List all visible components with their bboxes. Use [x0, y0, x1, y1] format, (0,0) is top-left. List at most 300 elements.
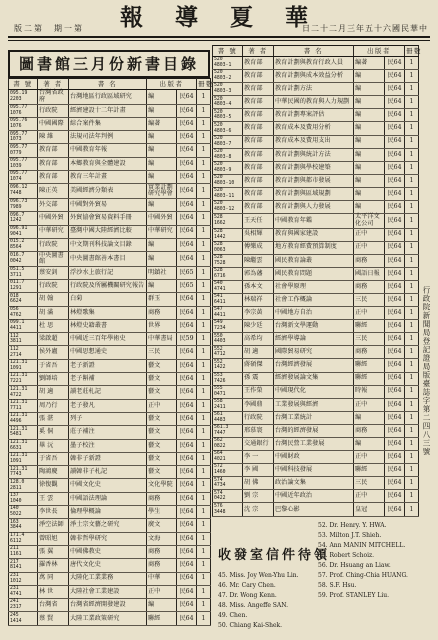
title-cell	[274, 57, 354, 70]
title-cell	[69, 585, 147, 598]
call-number-class: 231	[10, 586, 19, 592]
author-cell	[243, 477, 274, 490]
title-cell-text: 國際貿易研究	[275, 348, 313, 356]
publication-year-cell-text: 民64	[179, 240, 194, 248]
publication-year-cell	[177, 252, 197, 267]
volumes-cell-text: 1	[201, 534, 206, 542]
title-cell-text: 中國佛教史	[70, 547, 101, 555]
call-number-cell	[9, 359, 38, 372]
publisher-cell	[354, 398, 385, 411]
title-cell	[274, 307, 354, 320]
call-number-cell	[9, 439, 38, 452]
title-cell	[69, 171, 147, 184]
author-cell	[38, 144, 69, 157]
author-cell-text: 教育部	[39, 146, 58, 154]
call-number-cell	[9, 131, 38, 144]
call-number-cell	[213, 161, 243, 174]
author-cell	[38, 399, 69, 412]
call-number-class: 561	[214, 412, 223, 418]
title-cell-text: 淨土宗文藝之研究	[70, 521, 120, 529]
call-number-cell	[9, 90, 38, 105]
call-number-class: 558	[214, 398, 223, 404]
table-row	[213, 333, 419, 346]
call-number-class: 095.77	[10, 158, 28, 164]
call-number-class: 520	[214, 70, 223, 76]
author-cell-text: 教育部	[244, 124, 263, 132]
publication-year-cell	[177, 492, 197, 505]
call-number-cutter: 4411	[214, 313, 226, 319]
call-number-class: 095.77	[10, 171, 28, 177]
title-cell-text: 行政院及所屬機關研究報告	[70, 281, 145, 289]
author-cell-text: 教育部	[244, 176, 263, 184]
table-row	[213, 346, 419, 359]
call-number-cell	[9, 412, 38, 425]
publisher-cell	[147, 452, 177, 465]
title-cell	[69, 252, 147, 267]
title-cell	[69, 492, 147, 505]
publication-year-cell-text: 民64	[387, 348, 402, 356]
call-number-class: 095.77	[10, 131, 28, 137]
author-cell-text: 台灣省	[39, 601, 58, 609]
title-cell	[69, 386, 147, 399]
call-number-class: 211	[10, 546, 19, 552]
title-cell	[274, 464, 354, 477]
publication-year-cell-text: 民64	[387, 163, 402, 171]
title-cell	[69, 439, 147, 452]
author-cell-text: 教育部	[39, 159, 58, 167]
author-cell	[243, 228, 274, 241]
call-number-class: 574	[214, 490, 223, 496]
author-cell	[243, 411, 274, 424]
author-cell-text: 羅香林	[39, 561, 58, 569]
title-cell	[69, 599, 147, 612]
publisher-cell	[354, 135, 385, 148]
publication-year-cell	[177, 612, 197, 626]
publication-year-cell	[177, 280, 197, 293]
call-number-cutter: 3844	[10, 525, 22, 531]
volumes-cell	[405, 267, 419, 280]
call-number-class: 562	[214, 438, 223, 444]
publisher-cell-text: 編	[148, 159, 155, 167]
title-cell-text: 台灣省經濟開發建設	[70, 601, 126, 609]
publication-year-cell	[177, 359, 197, 372]
call-number-class: 096.7	[10, 212, 25, 218]
publication-year-cell	[385, 503, 405, 517]
call-number-class: 552	[214, 346, 223, 352]
title-cell	[274, 411, 354, 424]
publication-year-cell	[177, 399, 197, 412]
volumes-cell-text: 1	[201, 106, 206, 114]
author-cell-text: 蔡 賢	[39, 614, 54, 622]
table-row	[9, 399, 211, 412]
call-number-cutter: 4411	[10, 326, 22, 332]
publisher-cell	[354, 109, 385, 122]
publication-year-cell-text: 民64	[387, 505, 402, 513]
volumes-cell-text: 1	[201, 200, 206, 208]
publisher-cell-text: 編	[355, 176, 362, 184]
title-cell	[69, 157, 147, 170]
call-number-cutter: 7743	[10, 472, 22, 478]
call-number-cell	[213, 122, 243, 135]
publication-year-cell	[177, 572, 197, 585]
volumes-cell	[197, 333, 211, 346]
publication-year-cell-text: 民64	[387, 400, 402, 408]
author-cell-text: 沈 宗	[244, 505, 259, 513]
publication-year-cell-text: 民64	[179, 494, 194, 502]
publisher-cell	[147, 373, 177, 386]
volumes-cell	[197, 572, 211, 585]
call-number-class: 555	[214, 385, 223, 391]
publication-year-cell	[177, 506, 197, 519]
call-number-cutter: 2203	[10, 96, 22, 102]
publication-year-cell-text: 民64	[387, 492, 402, 500]
table-row	[213, 96, 419, 109]
publication-year-cell-text: 民64	[387, 150, 402, 158]
author-cell-text: 張 湛	[39, 414, 54, 422]
publication-year-cell	[385, 96, 405, 109]
call-number-class: 095.76	[10, 118, 28, 124]
title-cell-text: 台灣經濟發展	[275, 361, 313, 369]
publisher-cell-text: 編	[355, 137, 362, 145]
publication-year-cell-text: 民64	[179, 468, 194, 476]
title-cell	[69, 399, 147, 412]
publisher-cell	[147, 306, 177, 319]
call-number-cell	[9, 559, 38, 572]
author-cell	[243, 372, 274, 385]
table-row	[213, 148, 419, 161]
table-row	[213, 135, 419, 148]
volumes-cell	[197, 238, 211, 251]
volumes-cell-text: 1	[201, 587, 206, 595]
author-cell-text: 教育部	[244, 58, 263, 66]
publication-year-cell	[385, 307, 405, 320]
title-cell	[69, 559, 147, 572]
volumes-cell	[405, 464, 419, 477]
call-number-cutter: 4803-5	[214, 115, 232, 121]
title-cell	[69, 90, 147, 105]
table-row	[9, 612, 211, 626]
publication-year-cell-text: 民64	[179, 254, 194, 262]
title-cell-text: 巴黎心影	[275, 505, 300, 513]
publication-year-cell-text: 民64	[179, 388, 194, 396]
mail-recipient-item: 50. Chiang Kai-Shek.	[218, 622, 283, 629]
publisher-cell	[147, 90, 177, 105]
publication-year-cell-text: 民64	[387, 269, 402, 277]
author-cell-text: 林 世	[39, 587, 54, 595]
publisher-cell-text: 藝文	[148, 441, 161, 449]
title-cell	[69, 212, 147, 225]
call-number-class: 564	[214, 451, 223, 457]
title-cell	[69, 359, 147, 372]
volumes-cell	[405, 70, 419, 83]
volumes-cell-text: 1	[409, 413, 414, 421]
author-cell	[243, 293, 274, 306]
author-cell	[38, 293, 69, 306]
volumes-cell-text: 1	[201, 308, 206, 316]
publisher-cell-text: 編	[148, 146, 155, 154]
table-row	[213, 359, 419, 372]
author-cell-text: 教育部	[39, 173, 58, 180]
volumes-cell-text: 1	[409, 374, 414, 382]
volumes-cell-text: 1	[201, 254, 206, 262]
table-row	[213, 464, 419, 477]
volumes-cell-text: 1	[201, 146, 206, 154]
call-number-cell	[9, 585, 38, 598]
author-cell	[38, 252, 69, 267]
call-number-cell	[9, 280, 38, 293]
table-row	[9, 426, 211, 439]
publisher-cell-text: 三民	[355, 295, 368, 303]
volumes-cell	[405, 398, 419, 411]
publication-year-cell	[385, 333, 405, 346]
volumes-cell	[405, 187, 419, 200]
call-number-cell	[213, 333, 243, 346]
call-number-cell	[9, 144, 38, 157]
publisher-cell-text: 編	[148, 92, 155, 100]
volumes-cell-text: 1	[409, 387, 414, 395]
author-cell	[38, 479, 69, 492]
publisher-cell	[354, 293, 385, 306]
publisher-cell	[354, 83, 385, 96]
volumes-cell	[197, 426, 211, 439]
mail-recipient-item: 53. Milton J.T. Shieh.	[318, 532, 382, 539]
volumes-cell-text: 1	[409, 439, 414, 447]
publisher-cell-text: 編	[355, 111, 362, 119]
publisher-cell-text: 編著	[355, 58, 368, 66]
column-header-call-number: 書 號	[9, 79, 38, 90]
table-row	[213, 228, 419, 241]
publication-year-cell	[385, 161, 405, 174]
publication-year-cell-text: 民64	[387, 374, 402, 382]
table-row	[9, 492, 211, 505]
publication-year-cell-text: 民64	[179, 321, 194, 329]
author-cell-text: 于省吾	[39, 454, 58, 462]
title-cell	[274, 398, 354, 411]
author-cell	[38, 319, 69, 332]
volumes-cell	[197, 225, 211, 238]
author-cell	[243, 122, 274, 135]
call-number-class: 547	[214, 307, 223, 313]
publication-year-cell-text: 民64	[179, 547, 194, 555]
title-cell-text: 工業發展與經濟	[275, 400, 319, 408]
publisher-cell	[147, 412, 177, 425]
call-number-cutter: 7234	[214, 326, 226, 332]
volumes-cell	[197, 198, 211, 211]
publication-year-cell-text: 民64	[387, 282, 402, 290]
publication-year-cell-text: 民64	[387, 216, 402, 224]
publication-year-cell-text: 民64	[387, 295, 402, 303]
volumes-cell-text: 1	[201, 547, 206, 555]
volumes-cell	[405, 122, 419, 135]
author-cell-text: 侯外廬	[39, 348, 58, 356]
publication-year-cell	[177, 198, 197, 211]
title-cell-text: 莊子補注	[70, 428, 95, 436]
volumes-cell-text: 1	[409, 124, 414, 132]
volumes-cell	[405, 148, 419, 161]
author-cell	[38, 412, 69, 425]
author-cell-text: 奚 侗	[39, 428, 54, 436]
publication-year-cell	[177, 266, 197, 279]
volumes-cell-text: 1	[409, 216, 414, 224]
publisher-cell-text: 聯經	[355, 322, 368, 329]
author-cell	[38, 131, 69, 144]
author-cell-text: 邢慕寰	[244, 426, 263, 434]
publisher-cell	[354, 122, 385, 135]
title-cell	[69, 184, 147, 199]
publisher-cell-text: 編	[148, 200, 155, 208]
publisher-cell-text: 商務	[355, 348, 368, 356]
title-cell-text: 老子斠補	[70, 375, 95, 383]
publisher-cell-text: 藝文	[148, 414, 161, 422]
publisher-cell	[354, 267, 385, 280]
table-row	[9, 90, 211, 105]
publication-year-cell	[385, 424, 405, 437]
title-cell-text: 唐代文化史	[70, 561, 101, 569]
publisher-cell-text: 編	[148, 173, 155, 180]
call-number-cell	[9, 252, 38, 267]
call-number-cutter: 4803-3	[214, 89, 232, 95]
call-number-cell	[9, 225, 38, 238]
table-row	[213, 477, 419, 490]
publication-year-cell	[385, 135, 405, 148]
table-row	[213, 503, 419, 517]
title-cell	[274, 267, 354, 280]
table-row	[9, 373, 211, 386]
call-number-cutter: 1039	[10, 163, 22, 169]
publisher-cell	[354, 214, 385, 228]
volumes-cell-text: 1	[409, 202, 414, 210]
publication-year-cell	[177, 599, 197, 612]
volumes-cell	[197, 386, 211, 399]
author-cell	[243, 307, 274, 320]
call-number-class: 572	[214, 464, 223, 470]
publication-year-cell	[385, 267, 405, 280]
volumes-cell	[405, 228, 419, 241]
volumes-cell-text: 1	[409, 492, 414, 500]
call-number-cell	[213, 398, 243, 411]
author-cell-text: 李宗黃	[244, 308, 263, 316]
publisher-cell	[354, 385, 385, 398]
publisher-cell-text: 商務	[148, 561, 161, 569]
volumes-cell	[405, 490, 419, 503]
volumes-cell-text: 1	[409, 137, 414, 145]
author-cell-text: 曾昭旭	[39, 534, 58, 542]
volumes-cell-text: 1	[409, 348, 414, 356]
publisher-cell-text: 中華研究	[148, 227, 173, 235]
title-cell	[69, 466, 147, 479]
author-cell	[38, 306, 69, 319]
title-cell-text: 中國思想通史	[70, 348, 108, 356]
publisher-cell-text: 編	[148, 106, 155, 114]
publisher-cell	[354, 201, 385, 214]
author-cell	[38, 212, 69, 225]
call-number-cutter: 2714	[10, 352, 22, 358]
new-books-table-right	[212, 45, 422, 517]
author-cell-text: 胡 佛	[244, 479, 259, 487]
table-row	[9, 131, 211, 144]
publisher-cell	[147, 346, 177, 359]
publication-year-cell	[177, 532, 197, 545]
publication-year-cell-text: 民64	[179, 507, 194, 515]
call-number-cutter: 7447	[214, 430, 226, 436]
volumes-cell-text: 1	[201, 281, 206, 289]
call-number-cutter: 9041	[10, 231, 22, 237]
title-cell	[274, 83, 354, 96]
call-number-cell	[9, 519, 38, 532]
publisher-cell-text: 聯經	[355, 361, 368, 369]
volumes-cell-text: 1	[201, 133, 206, 141]
publication-year-cell	[177, 519, 197, 532]
table-row	[9, 466, 211, 479]
call-number-cutter: 4803-8	[214, 154, 232, 160]
table-row	[9, 439, 211, 452]
publisher-cell-text: 三民	[355, 335, 368, 343]
title-cell-text: 中文期刊科技論文目錄	[70, 240, 132, 248]
call-number-cell	[9, 399, 38, 412]
title-cell-text: 教育計劃與人力發展	[275, 202, 331, 210]
author-cell	[38, 612, 69, 626]
publication-year-cell-text: 民64	[179, 454, 194, 462]
publication-year-cell-text: 民64	[387, 308, 402, 316]
publisher-cell	[147, 319, 177, 332]
call-number-cutter: 5481	[10, 432, 22, 438]
author-cell-text: 胡 翰	[39, 295, 54, 303]
volumes-cell	[197, 373, 211, 386]
table-row	[9, 452, 211, 465]
call-number-class: 121.31	[10, 439, 28, 445]
title-cell	[69, 479, 147, 492]
call-number-cell	[213, 372, 243, 385]
call-number-class: 121.31	[10, 453, 28, 459]
title-cell-text: 中國現代化	[275, 387, 306, 395]
volumes-cell	[197, 306, 211, 319]
call-number-cell	[213, 464, 243, 477]
table-row	[9, 225, 211, 238]
publication-year-cell-text: 民64	[387, 256, 402, 264]
author-cell-text: 教育部	[244, 85, 263, 93]
volumes-cell-text: 1	[201, 119, 206, 127]
author-cell-text: 林瑞祥	[244, 295, 263, 303]
publication-year-cell	[177, 225, 197, 238]
author-cell	[38, 90, 69, 105]
call-number-cutter: 5022	[10, 512, 22, 518]
call-number-class: 016.7	[10, 253, 25, 259]
call-number-cutter: 7426	[214, 378, 226, 384]
volumes-cell	[197, 439, 211, 452]
publication-year-cell	[177, 466, 197, 479]
title-cell	[274, 293, 354, 306]
call-number-cutter: 4741	[10, 591, 22, 597]
call-number-cutter: 4803-6	[214, 128, 232, 134]
call-number-cell	[213, 346, 243, 359]
table-row	[213, 490, 419, 503]
call-number-cell	[213, 83, 243, 96]
table-row	[213, 241, 419, 254]
publication-year-cell	[385, 254, 405, 267]
volumes-cell	[405, 438, 419, 451]
call-number-cell	[9, 238, 38, 251]
call-number-class: 121.31	[10, 360, 28, 366]
mail-recipient-item: 56. Dr. Hsuang an Liaw.	[318, 562, 391, 569]
author-cell	[243, 109, 274, 122]
publication-year-cell-text: 民64	[387, 426, 402, 434]
call-number-cutter: 6411	[214, 300, 226, 306]
column-header-title: 書 名	[69, 79, 147, 90]
call-number-class: 099.1	[10, 320, 25, 326]
call-number-cell	[9, 104, 38, 117]
call-number-cell	[9, 426, 38, 439]
publisher-cell	[354, 451, 385, 464]
